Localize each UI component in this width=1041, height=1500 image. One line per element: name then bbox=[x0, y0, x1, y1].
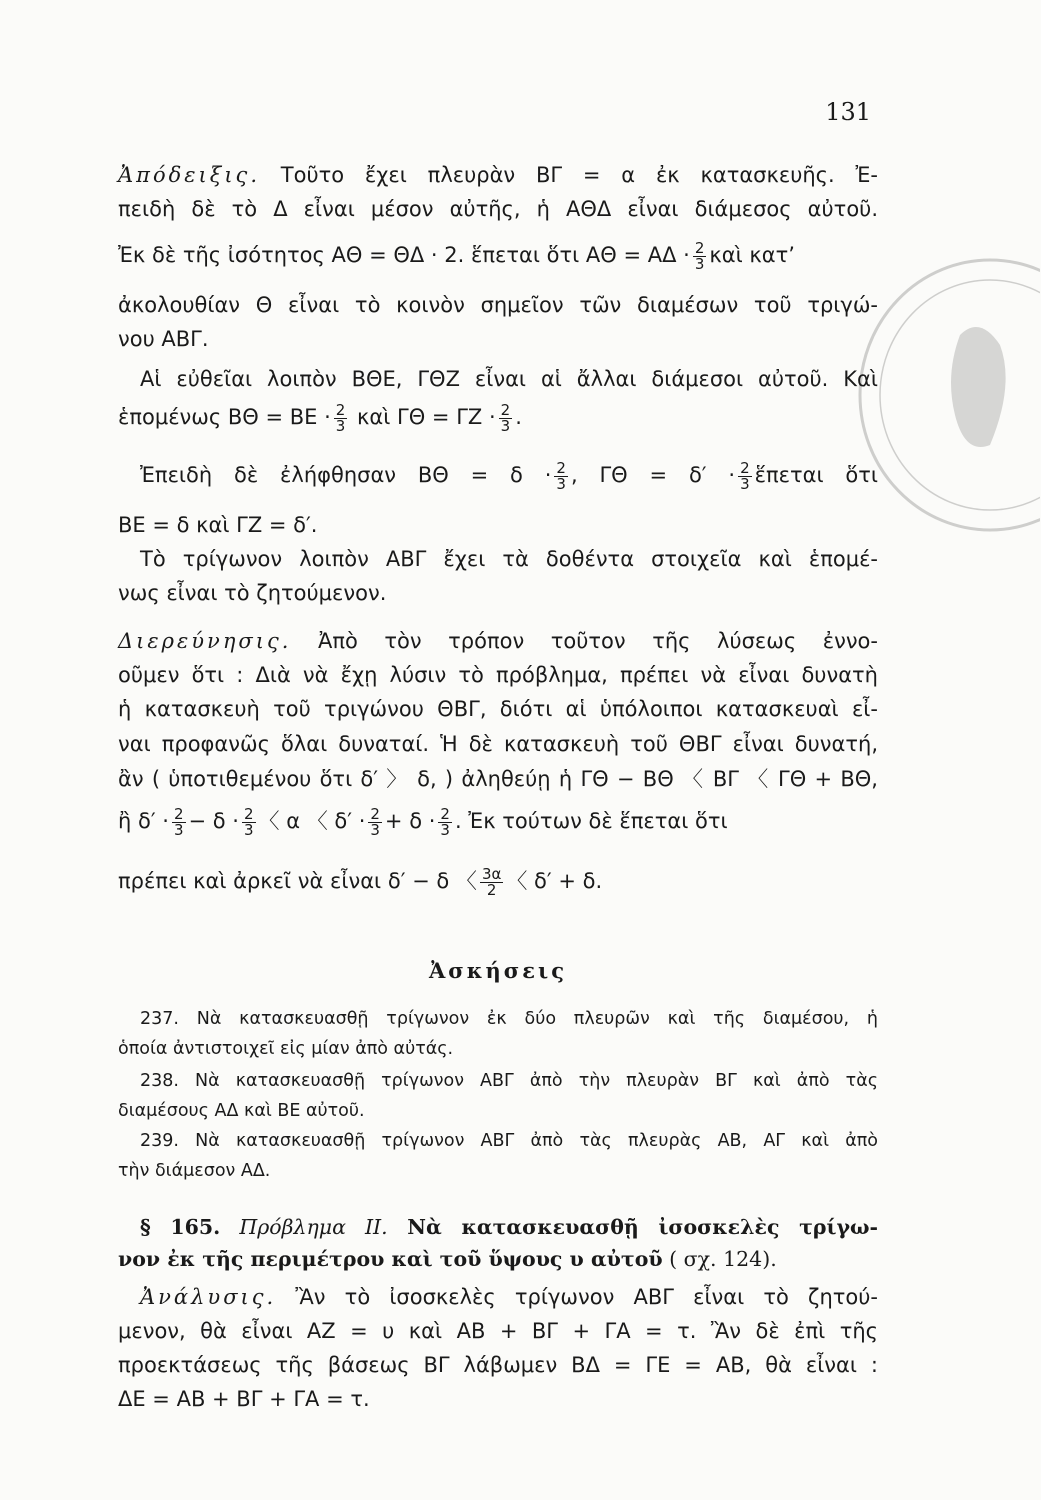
text-line: ἑπομένως ΒΘ = ΒΕ · $\frac{2}{3}$ καὶ ΓΘ = ΓΖ · $\frac{2}{3}$ . bbox=[118, 400, 522, 435]
fraction: $\frac{2}{3}$ bbox=[370, 804, 380, 839]
problem-heading-cont: νον ἐκ τῆς περιμέτρου καὶ τοῦ ὕψους υ αὐτοῦ ( σχ. 124). bbox=[118, 1247, 777, 1271]
fraction: $\frac{2}{3}$ bbox=[500, 400, 511, 435]
section-heading: Ἀσκήσεις bbox=[429, 958, 567, 983]
problem-label: Πρόβλημα ΙΙ. bbox=[220, 1215, 388, 1239]
exercise-237-cont: ὁποία ἀντιστοιχεῖ εἰς μίαν ἀπὸ αὐτάς. bbox=[118, 1039, 454, 1059]
exercise-237: 237. Νὰ κατασκευασθῇ τρίγωνον ἐκ δύο πλευρῶν καὶ τῆς διαμέσου, ἡ bbox=[140, 1009, 878, 1029]
text-line: προεκτάσεως τῆς βάσεως ΒΓ λάβωμεν ΒΔ = ΓΕ = ΑΒ, θὰ εἶναι : bbox=[118, 1353, 878, 1377]
fraction: $\frac{2}{3}$ bbox=[243, 804, 254, 839]
label-analysis: Ἀνάλυσις. bbox=[140, 1285, 277, 1309]
text-line: οῦμεν ὅτι : Διὰ νὰ ἔχῃ λύσιν τὸ πρόβλημα, πρέπει νὰ εἶναι δυνατὴ bbox=[118, 663, 878, 687]
problem-heading: § 165. Πρόβλημα ΙΙ. Νὰ κατασκευασθῇ ἰσοσκελὲς τρίγω- bbox=[140, 1215, 878, 1239]
text-line: νου ΑΒΓ. bbox=[118, 327, 209, 351]
label-investigation: Διερεύνησις. bbox=[118, 629, 292, 653]
text-line: Ἐκ δὲ τῆς ἰσότητος ΑΘ = ΘΔ · 2. ἕπεται ὅτι ΑΘ = ΑΔ · $\frac{2}{3}$ καὶ κατ’ bbox=[118, 238, 795, 273]
text-line: πειδὴ δὲ τὸ Δ εἶναι μέσον αὐτῆς, ἡ ΑΘΔ εἶναι διάμεσος αὐτοῦ. bbox=[118, 197, 878, 221]
fraction: $\frac{2}{3}$ bbox=[694, 238, 705, 273]
text-line: Αἱ εὐθεῖαι λοιπὸν ΒΘΕ, ΓΘΖ εἶναι αἱ ἄλλαι διάμεσοι αὐτοῦ. Καὶ bbox=[140, 367, 878, 391]
text-line: Ἀπόδειξις. Τοῦτο ἔχει πλευρὰν ΒΓ = α ἐκ κατασκευῆς. Ἐ- bbox=[118, 163, 878, 187]
text-line: ΒΕ = δ καὶ ΓΖ = δ′. bbox=[118, 513, 318, 537]
text-line: πρέπει καὶ ἀρκεῖ νὰ εἶναι δ′ − δ 〈 $\frac{3\alpha}{2}$ 〈 δ′ + δ. bbox=[118, 864, 603, 899]
exercise-239-cont: τὴν διάμεσον ΑΔ. bbox=[118, 1161, 271, 1181]
text-line: Ἀνάλυσις. Ἂν τὸ ἰσοσκελὲς τρίγωνον ΑΒΓ εἶναι τὸ ζητού- bbox=[140, 1285, 878, 1309]
exercise-238-cont: διαμέσους ΑΔ καὶ ΒΕ αὐτοῦ. bbox=[118, 1101, 365, 1121]
text-line: μενον, θὰ εἶναι ΑΖ = υ καὶ ΑΒ + ΒΓ + ΓΑ = τ. Ἂν δὲ ἐπὶ τῆς bbox=[118, 1319, 878, 1343]
page-number: 131 bbox=[825, 98, 871, 126]
label-proof: Ἀπόδειξις. bbox=[118, 163, 260, 187]
fraction: $\frac{3\alpha}{2}$ bbox=[481, 864, 502, 899]
text-line: ναι προφανῶς ὅλαι δυναταί. Ἡ δὲ κατασκευὴ τοῦ ΘΒΓ εἶναι δυνατή, bbox=[118, 732, 878, 756]
text-line: ἂν ( ὑποτιθεμένου ὅτι δ′ 〉 δ, ) ἀληθεύῃ ἡ ΓΘ − ΒΘ 〈 ΒΓ 〈 ΓΘ + ΒΘ, bbox=[118, 767, 878, 791]
fraction: $\frac{2}{3}$ bbox=[556, 458, 566, 493]
text-line: ἢ δ′ · $\frac{2}{3}$ − δ · $\frac{2}{3}$ 〈 α 〈 δ′ · $\frac{2}{3}$ + δ · $\frac{2}{3}$ . Ἐκ τούτων δὲ ἕπεται ὅτι bbox=[118, 804, 728, 839]
exercise-239: 239. Νὰ κατασκευασθῇ τρίγωνον ΑΒΓ ἀπὸ τὰς πλευρὰς ΑΒ, ΑΓ καὶ ἀπὸ bbox=[140, 1131, 878, 1151]
text-line: ΔΕ = ΑΒ + ΒΓ + ΓΑ = τ. bbox=[118, 1387, 370, 1411]
text-line: νως εἶναι τὸ ζητούμενον. bbox=[118, 581, 387, 605]
fraction: $\frac{2}{3}$ bbox=[440, 804, 450, 839]
exercise-238: 238. Νὰ κατασκευασθῇ τρίγωνον ΑΒΓ ἀπὸ τὴν πλευρὰν ΒΓ καὶ ἀπὸ τὰς bbox=[140, 1071, 878, 1091]
text-line: ἡ κατασκευὴ τοῦ τριγώνου ΘΒΓ, διότι αἱ ὑπόλοιποι κατασκευαὶ εἶ- bbox=[118, 697, 878, 721]
text-line: Ἐπειδὴ δὲ ἐλήφθησαν ΒΘ = δ · $\frac{2}{3}$ , ΓΘ = δ′ · $\frac{2}{3}$ ἕπεται ὅτι bbox=[140, 458, 878, 493]
fraction: $\frac{2}{3}$ bbox=[335, 400, 346, 435]
text-line: ἀκολουθίαν Θ εἶναι τὸ κοινὸν σημεῖον τῶν διαμέσων τοῦ τριγώ- bbox=[118, 293, 878, 317]
text-line: Τὸ τρίγωνον λοιπὸν ΑΒΓ ἔχει τὰ δοθέντα στοιχεῖα καὶ ἑπομέ- bbox=[140, 547, 878, 571]
text-line: Διερεύνησις. Ἀπὸ τὸν τρόπον τοῦτον τῆς λύσεως ἐννο- bbox=[118, 629, 878, 653]
section-number: § 165. bbox=[140, 1215, 221, 1239]
fraction: $\frac{2}{3}$ bbox=[173, 804, 184, 839]
fraction: $\frac{2}{3}$ bbox=[740, 458, 750, 493]
